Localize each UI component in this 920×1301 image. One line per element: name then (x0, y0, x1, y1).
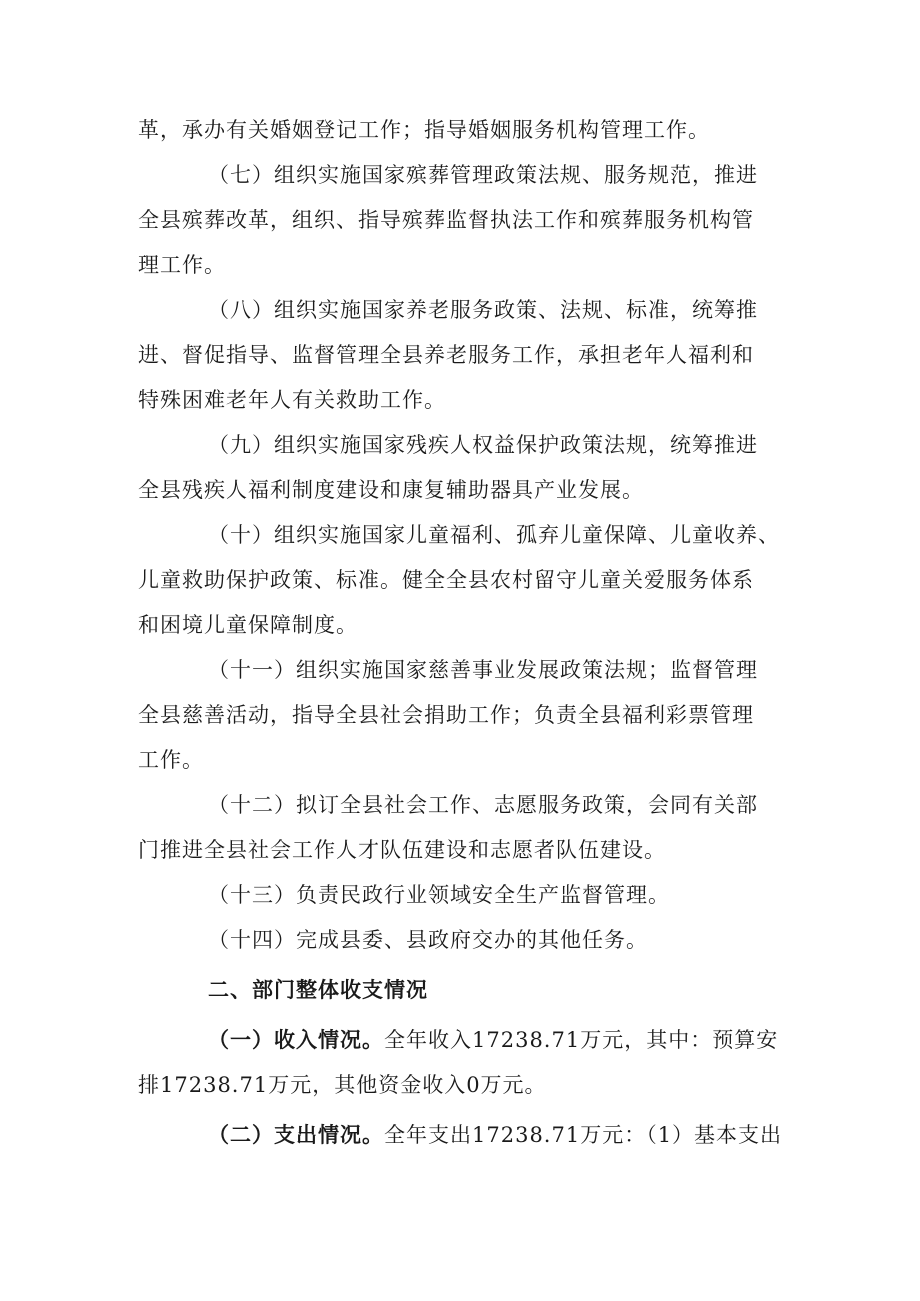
paragraph-line: 特殊困难老年人有关救助工作。 (138, 388, 446, 412)
paragraph-line: 全县残疾人福利制度建设和康复辅助器具产业发展。 (138, 478, 644, 502)
paragraph-line: 工作。 (138, 748, 204, 772)
paragraph-line: （九）组织实施国家残疾人权益保护政策法规，统筹推进 (208, 433, 758, 457)
paragraph-line: （十三）负责民政行业领域安全生产监督管理。 (208, 883, 670, 907)
paragraph-line: 进、督促指导、监督管理全县养老服务工作，承担老年人福利和 (138, 343, 754, 367)
paragraph-line: （十二）拟订全县社会工作、志愿服务政策，会同有关部 (208, 793, 758, 817)
paragraph-line: （十）组织实施国家儿童福利、孤弃儿童保障、儿童收养、 (208, 523, 780, 547)
paragraph-line: 门推进全县社会工作人才队伍建设和志愿者队伍建设。 (138, 838, 666, 862)
income-text: 全年收入17238.71万元，其中：预算安 (384, 1028, 779, 1052)
paragraph-line: 儿童救助保护政策、标准。健全全县农村留守儿童关爱服务体系 (138, 568, 754, 592)
expense-paragraph (208, 1120, 788, 1165)
paragraph-line: （八）组织实施国家养老服务政策、法规、标准，统筹推 (208, 298, 758, 322)
paragraph-line: 革，承办有关婚姻登记工作；指导婚姻服务机构管理工作。 (138, 118, 710, 142)
section-heading: 二、部门整体收支情况 (208, 977, 428, 1002)
income-paragraph (208, 1025, 788, 1070)
expense-label: （二）支出情况。 (208, 1122, 384, 1147)
expense-text: 全年支出17238.71万元：（1）基本支出 (384, 1123, 783, 1147)
paragraph-line: 全县殡葬改革，组织、指导殡葬监督执法工作和殡葬服务机构管 (138, 208, 754, 232)
paragraph-line: （七）组织实施国家殡葬管理政策法规、服务规范，推进 (208, 163, 758, 187)
paragraph-line: （十四）完成县委、县政府交办的其他任务。 (208, 928, 648, 952)
paragraph-line: 和困境儿童保障制度。 (138, 613, 358, 637)
paragraph-line: 全县慈善活动，指导全县社会捐助工作；负责全县福利彩票管理 (138, 703, 754, 727)
paragraph-line: 排17238.71万元，其他资金收入0万元。 (138, 1073, 547, 1097)
paragraph-line: 理工作。 (138, 253, 226, 277)
income-label: （一）收入情况。 (208, 1027, 384, 1052)
paragraph-line: （十一）组织实施国家慈善事业发展政策法规；监督管理 (208, 658, 758, 682)
